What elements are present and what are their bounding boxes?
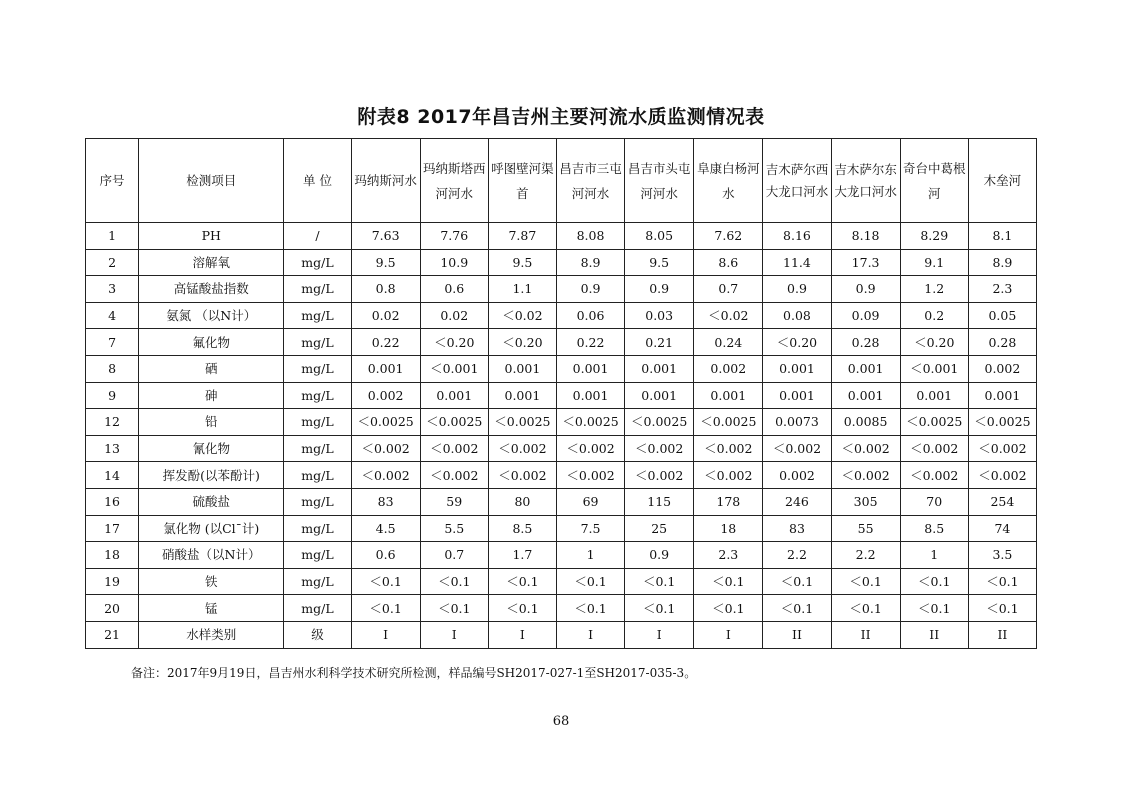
- value-cell: 0.002: [763, 462, 831, 489]
- value-cell: 70: [900, 488, 968, 515]
- value-cell: ＜0.1: [556, 595, 624, 622]
- table-header-row: [86, 139, 1037, 223]
- row-index-cell: 19: [86, 568, 139, 595]
- value-cell: 246: [763, 488, 831, 515]
- value-cell: 11.4: [763, 249, 831, 276]
- value-cell: 0.02: [351, 302, 420, 329]
- header-cell: 序号: [86, 139, 139, 223]
- value-cell: 25: [625, 515, 694, 542]
- value-cell: 0.001: [556, 355, 624, 382]
- value-cell: 0.001: [488, 382, 556, 409]
- value-cell: 0.2: [900, 302, 968, 329]
- value-cell: 0.002: [351, 382, 420, 409]
- value-cell: ＜0.1: [556, 568, 624, 595]
- test-item-cell: 氨氮 （以N计）: [139, 302, 284, 329]
- value-cell: 0.28: [968, 329, 1036, 356]
- value-cell: ＜0.0025: [556, 409, 624, 436]
- value-cell: 0.001: [351, 355, 420, 382]
- test-item-cell: 硝酸盐（以N计）: [139, 542, 284, 569]
- value-cell: 305: [831, 488, 900, 515]
- unit-cell: mg/L: [284, 488, 351, 515]
- value-cell: 1: [900, 542, 968, 569]
- footnote: 备注：2017年9月19日，昌吉州水利科学技术研究所检测，样品编号SH2017-027-1至SH2017-035-3。: [131, 666, 697, 680]
- test-item-cell: 铁: [139, 568, 284, 595]
- header-cell: 昌吉市三屯河河水: [556, 139, 624, 223]
- row-index-cell: 3: [86, 276, 139, 303]
- value-cell: ＜0.0025: [900, 409, 968, 436]
- value-cell: ＜0.1: [968, 595, 1036, 622]
- value-cell: 0.001: [488, 355, 556, 382]
- value-cell: ＜0.002: [420, 435, 488, 462]
- value-cell: 8.6: [694, 249, 763, 276]
- test-item-cell: 氯化物 (以Cl¯计): [139, 515, 284, 542]
- test-item-cell: 铅: [139, 409, 284, 436]
- value-cell: ＜0.1: [420, 568, 488, 595]
- row-index-cell: 20: [86, 595, 139, 622]
- table-row: [86, 462, 1037, 489]
- value-cell: 0.9: [625, 542, 694, 569]
- value-cell: 0.09: [831, 302, 900, 329]
- unit-cell: 级: [284, 621, 351, 648]
- value-cell: ＜0.002: [488, 435, 556, 462]
- value-cell: 74: [968, 515, 1036, 542]
- value-cell: 7.87: [488, 223, 556, 250]
- header-cell: 玛纳斯河水: [351, 139, 420, 223]
- value-cell: ＜0.002: [488, 462, 556, 489]
- unit-cell: mg/L: [284, 382, 351, 409]
- value-cell: 0.9: [625, 276, 694, 303]
- value-cell: 8.5: [488, 515, 556, 542]
- value-cell: ＜0.1: [763, 595, 831, 622]
- value-cell: ＜0.002: [831, 462, 900, 489]
- unit-cell: mg/L: [284, 435, 351, 462]
- value-cell: 0.0073: [763, 409, 831, 436]
- value-cell: ＜0.20: [488, 329, 556, 356]
- value-cell: II: [900, 621, 968, 648]
- value-cell: 0.6: [420, 276, 488, 303]
- row-index-cell: 9: [86, 382, 139, 409]
- unit-cell: mg/L: [284, 595, 351, 622]
- value-cell: 8.18: [831, 223, 900, 250]
- test-item-cell: 氰化物: [139, 435, 284, 462]
- value-cell: 8.9: [968, 249, 1036, 276]
- value-cell: 1.7: [488, 542, 556, 569]
- value-cell: 0.06: [556, 302, 624, 329]
- value-cell: 4.5: [351, 515, 420, 542]
- value-cell: 0.08: [763, 302, 831, 329]
- unit-cell: mg/L: [284, 329, 351, 356]
- value-cell: 0.001: [556, 382, 624, 409]
- row-index-cell: 18: [86, 542, 139, 569]
- value-cell: ＜0.20: [420, 329, 488, 356]
- test-item-cell: 挥发酚(以苯酚计): [139, 462, 284, 489]
- value-cell: ＜0.0025: [351, 409, 420, 436]
- header-cell: 检测项目: [139, 139, 284, 223]
- value-cell: ＜0.20: [763, 329, 831, 356]
- value-cell: 0.9: [831, 276, 900, 303]
- value-cell: 0.24: [694, 329, 763, 356]
- value-cell: ＜0.1: [420, 595, 488, 622]
- value-cell: ＜0.002: [900, 462, 968, 489]
- value-cell: ＜0.1: [900, 595, 968, 622]
- value-cell: ＜0.0025: [488, 409, 556, 436]
- table-row: [86, 435, 1037, 462]
- value-cell: 18: [694, 515, 763, 542]
- table-row: [86, 249, 1037, 276]
- value-cell: 0.22: [351, 329, 420, 356]
- header-cell: 昌吉市头屯河河水: [625, 139, 694, 223]
- value-cell: 7.5: [556, 515, 624, 542]
- test-item-cell: 高锰酸盐指数: [139, 276, 284, 303]
- value-cell: ＜0.0025: [968, 409, 1036, 436]
- value-cell: 0.001: [763, 355, 831, 382]
- value-cell: II: [831, 621, 900, 648]
- unit-cell: mg/L: [284, 515, 351, 542]
- value-cell: ＜0.002: [900, 435, 968, 462]
- unit-cell: mg/L: [284, 568, 351, 595]
- value-cell: 59: [420, 488, 488, 515]
- value-cell: 0.03: [625, 302, 694, 329]
- value-cell: ＜0.1: [625, 568, 694, 595]
- test-item-cell: PH: [139, 223, 284, 250]
- value-cell: 55: [831, 515, 900, 542]
- value-cell: 7.62: [694, 223, 763, 250]
- value-cell: 1.1: [488, 276, 556, 303]
- value-cell: 3.5: [968, 542, 1036, 569]
- value-cell: ＜0.20: [900, 329, 968, 356]
- page-title: 附表8 2017年昌吉州主要河流水质监测情况表: [357, 106, 765, 128]
- value-cell: 0.6: [351, 542, 420, 569]
- value-cell: 0.22: [556, 329, 624, 356]
- value-cell: 80: [488, 488, 556, 515]
- test-item-cell: 溶解氧: [139, 249, 284, 276]
- value-cell: ＜0.001: [420, 355, 488, 382]
- value-cell: 8.05: [625, 223, 694, 250]
- value-cell: ＜0.1: [351, 595, 420, 622]
- value-cell: ＜0.1: [351, 568, 420, 595]
- value-cell: 2.3: [968, 276, 1036, 303]
- value-cell: 8.9: [556, 249, 624, 276]
- value-cell: 10.9: [420, 249, 488, 276]
- unit-cell: /: [284, 223, 351, 250]
- value-cell: ＜0.002: [351, 435, 420, 462]
- header-cell: 吉木萨尔西大龙口河水: [763, 139, 831, 223]
- header-cell: 单 位: [284, 139, 351, 223]
- value-cell: 0.001: [625, 355, 694, 382]
- value-cell: 8.29: [900, 223, 968, 250]
- value-cell: ＜0.1: [694, 568, 763, 595]
- value-cell: ＜0.002: [625, 462, 694, 489]
- value-cell: ＜0.001: [900, 355, 968, 382]
- test-item-cell: 氟化物: [139, 329, 284, 356]
- row-index-cell: 14: [86, 462, 139, 489]
- value-cell: II: [968, 621, 1036, 648]
- value-cell: ＜0.0025: [694, 409, 763, 436]
- value-cell: ＜0.002: [694, 462, 763, 489]
- row-index-cell: 1: [86, 223, 139, 250]
- value-cell: 115: [625, 488, 694, 515]
- value-cell: 9.5: [488, 249, 556, 276]
- value-cell: ＜0.0025: [625, 409, 694, 436]
- water-quality-table: [85, 138, 1037, 649]
- test-item-cell: 硫酸盐: [139, 488, 284, 515]
- value-cell: 83: [763, 515, 831, 542]
- value-cell: ＜0.002: [968, 462, 1036, 489]
- value-cell: I: [351, 621, 420, 648]
- value-cell: 0.02: [420, 302, 488, 329]
- table-row: [86, 595, 1037, 622]
- value-cell: ＜0.002: [831, 435, 900, 462]
- value-cell: ＜0.1: [831, 595, 900, 622]
- value-cell: ＜0.1: [488, 568, 556, 595]
- value-cell: 254: [968, 488, 1036, 515]
- value-cell: 0.001: [763, 382, 831, 409]
- value-cell: ＜0.002: [968, 435, 1036, 462]
- value-cell: 9.5: [351, 249, 420, 276]
- value-cell: 0.28: [831, 329, 900, 356]
- row-index-cell: 4: [86, 302, 139, 329]
- table-row: [86, 515, 1037, 542]
- value-cell: ＜0.1: [763, 568, 831, 595]
- header-cell: 木垒河: [968, 139, 1036, 223]
- value-cell: I: [694, 621, 763, 648]
- row-index-cell: 2: [86, 249, 139, 276]
- value-cell: ＜0.1: [488, 595, 556, 622]
- row-index-cell: 12: [86, 409, 139, 436]
- value-cell: 7.63: [351, 223, 420, 250]
- table-row: [86, 409, 1037, 436]
- header-cell: 呼图壁河渠首: [488, 139, 556, 223]
- unit-cell: mg/L: [284, 409, 351, 436]
- table-row: [86, 382, 1037, 409]
- value-cell: I: [625, 621, 694, 648]
- unit-cell: mg/L: [284, 355, 351, 382]
- value-cell: ＜0.002: [420, 462, 488, 489]
- value-cell: 8.08: [556, 223, 624, 250]
- value-cell: I: [488, 621, 556, 648]
- unit-cell: mg/L: [284, 542, 351, 569]
- value-cell: 9.5: [625, 249, 694, 276]
- value-cell: 0.0085: [831, 409, 900, 436]
- value-cell: ＜0.1: [694, 595, 763, 622]
- value-cell: ＜0.002: [351, 462, 420, 489]
- value-cell: 1: [556, 542, 624, 569]
- table-row: [86, 542, 1037, 569]
- value-cell: 0.7: [420, 542, 488, 569]
- table-row: [86, 223, 1037, 250]
- value-cell: 69: [556, 488, 624, 515]
- value-cell: 1.2: [900, 276, 968, 303]
- value-cell: 0.9: [763, 276, 831, 303]
- value-cell: I: [420, 621, 488, 648]
- test-item-cell: 锰: [139, 595, 284, 622]
- value-cell: 9.1: [900, 249, 968, 276]
- table-row: [86, 568, 1037, 595]
- value-cell: 83: [351, 488, 420, 515]
- table-row: [86, 276, 1037, 303]
- value-cell: 0.05: [968, 302, 1036, 329]
- value-cell: 178: [694, 488, 763, 515]
- row-index-cell: 16: [86, 488, 139, 515]
- unit-cell: mg/L: [284, 302, 351, 329]
- value-cell: ＜0.1: [968, 568, 1036, 595]
- value-cell: ＜0.02: [694, 302, 763, 329]
- row-index-cell: 21: [86, 621, 139, 648]
- row-index-cell: 8: [86, 355, 139, 382]
- value-cell: ＜0.1: [831, 568, 900, 595]
- table-row: [86, 302, 1037, 329]
- test-item-cell: 砷: [139, 382, 284, 409]
- test-item-cell: 硒: [139, 355, 284, 382]
- value-cell: 0.001: [625, 382, 694, 409]
- header-cell: 奇台中葛根河: [900, 139, 968, 223]
- table-row: [86, 355, 1037, 382]
- value-cell: ＜0.002: [694, 435, 763, 462]
- table-row: [86, 621, 1037, 648]
- value-cell: 0.7: [694, 276, 763, 303]
- unit-cell: mg/L: [284, 276, 351, 303]
- value-cell: 2.2: [831, 542, 900, 569]
- unit-cell: mg/L: [284, 462, 351, 489]
- value-cell: ＜0.002: [625, 435, 694, 462]
- value-cell: 0.002: [968, 355, 1036, 382]
- value-cell: II: [763, 621, 831, 648]
- value-cell: 8.1: [968, 223, 1036, 250]
- header-cell: 吉木萨尔东大龙口河水: [831, 139, 900, 223]
- header-cell: 阜康白杨河水: [694, 139, 763, 223]
- value-cell: 8.5: [900, 515, 968, 542]
- value-cell: 2.3: [694, 542, 763, 569]
- unit-cell: mg/L: [284, 249, 351, 276]
- value-cell: ＜0.002: [763, 435, 831, 462]
- value-cell: ＜0.1: [900, 568, 968, 595]
- value-cell: 17.3: [831, 249, 900, 276]
- header-cell: 玛纳斯塔西河河水: [420, 139, 488, 223]
- value-cell: ＜0.002: [556, 462, 624, 489]
- row-index-cell: 13: [86, 435, 139, 462]
- value-cell: ＜0.0025: [420, 409, 488, 436]
- table-row: [86, 488, 1037, 515]
- value-cell: 5.5: [420, 515, 488, 542]
- value-cell: 7.76: [420, 223, 488, 250]
- value-cell: 0.9: [556, 276, 624, 303]
- row-index-cell: 17: [86, 515, 139, 542]
- value-cell: 0.001: [831, 355, 900, 382]
- value-cell: ＜0.02: [488, 302, 556, 329]
- value-cell: 0.21: [625, 329, 694, 356]
- value-cell: I: [556, 621, 624, 648]
- row-index-cell: 7: [86, 329, 139, 356]
- value-cell: 8.16: [763, 223, 831, 250]
- value-cell: 0.001: [900, 382, 968, 409]
- value-cell: 0.002: [694, 355, 763, 382]
- value-cell: 0.001: [694, 382, 763, 409]
- value-cell: ＜0.002: [556, 435, 624, 462]
- value-cell: 0.001: [968, 382, 1036, 409]
- test-item-cell: 水样类别: [139, 621, 284, 648]
- value-cell: 0.8: [351, 276, 420, 303]
- table-row: [86, 329, 1037, 356]
- page-number: 68: [552, 714, 570, 729]
- value-cell: 2.2: [763, 542, 831, 569]
- value-cell: 0.001: [831, 382, 900, 409]
- value-cell: ＜0.1: [625, 595, 694, 622]
- value-cell: 0.001: [420, 382, 488, 409]
